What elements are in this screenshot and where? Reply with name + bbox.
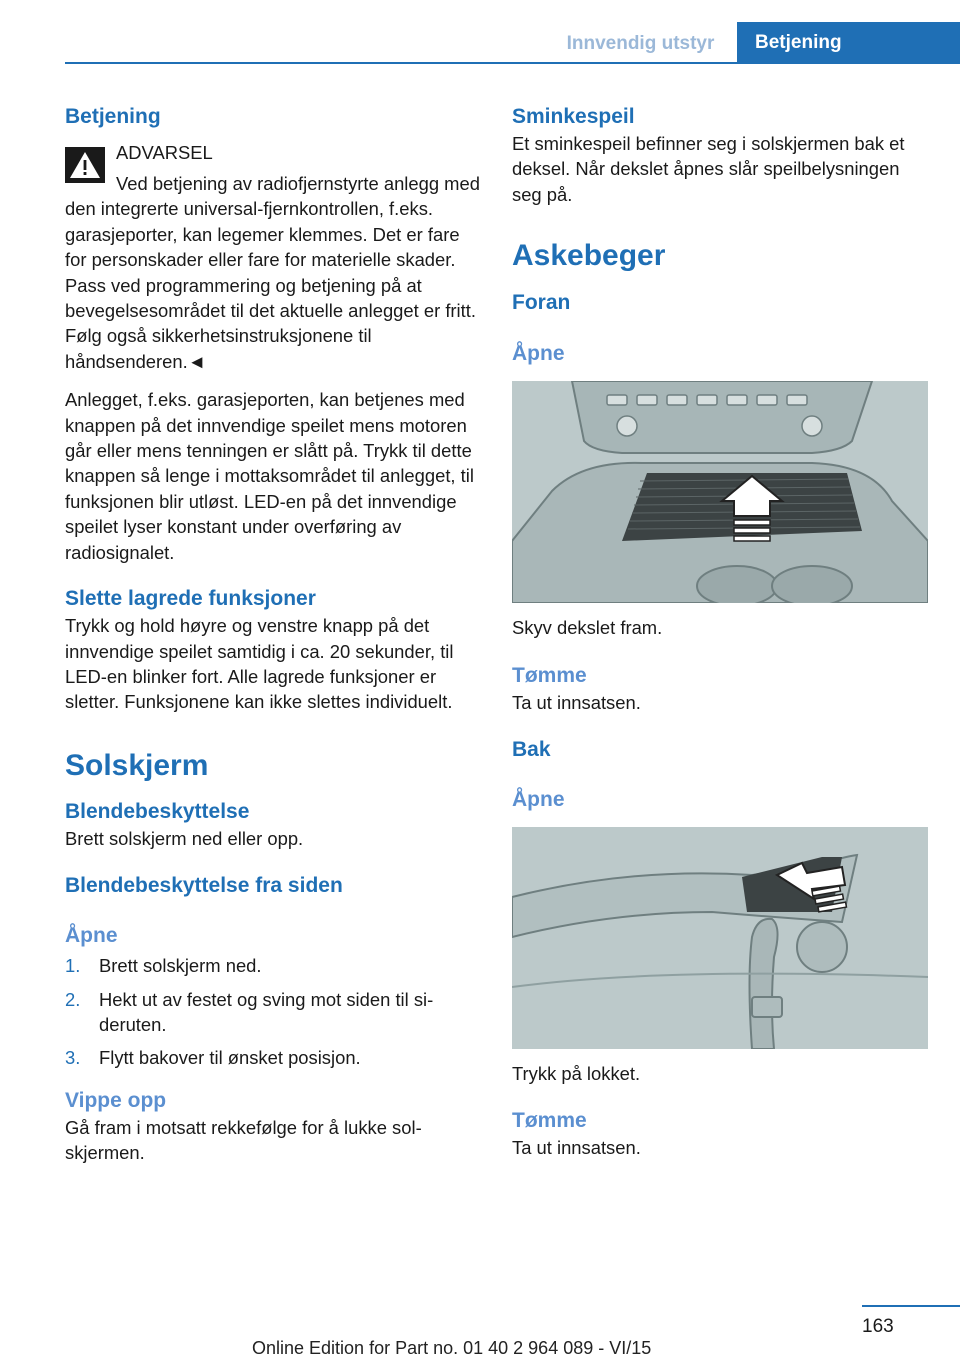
paragraph-remote: Anlegget, f.eks. garasjeporten, kan betjenes med knappen på det innvendige speilet mens motoren går eller mens tenningen er slått på. Trykk til dette knappen så lenge i mottaksområdet til anlegget, til funksjonen blir utløst. LED-en på det innvendige speilet lyser konstant under overføring av radiosignalet. (65, 389, 474, 563)
list-item: 2. Hekt ut av festet og sving mot siden til sideruten. (65, 988, 434, 1035)
bak-heading: Bak (512, 738, 551, 762)
tomme-text-front: Ta ut innsatsen. (512, 691, 641, 713)
list-item: 1. Brett solskjerm ned. (65, 955, 262, 977)
solskjerm-heading: Solskjerm (65, 748, 209, 782)
askebeger-heading: Askebeger (512, 239, 666, 273)
header-chapter-tab: Betjening (737, 22, 960, 62)
front-ashtray-illustration (512, 381, 928, 603)
apne-heading-rear: Åpne (512, 788, 565, 812)
warning-block (65, 139, 483, 167)
list-item: 3. Flytt bakover til ønsket posisjon. (65, 1047, 361, 1069)
delete-functions-heading: Slette lagrede funksjoner (65, 587, 316, 611)
warning-title: ADVARSEL (116, 142, 213, 163)
footer-rule (862, 1305, 960, 1307)
tomme-heading-front: Tømme (512, 663, 587, 687)
blende-heading: Blendebeskyttelse (65, 799, 250, 823)
vippe-text: Gå fram i motsatt rekkefølge for å lukke solskjermen. (65, 1116, 422, 1164)
steps-list (65, 953, 483, 1071)
warning-text: Ved betjening av radiofjernstyrte anlegg med den integrerte universal-fjernkontrollen, f.eks. garasjeporter, kan legemer klemmes. Det er fare for personskader eller fare for materielle skader. Pass ved programmering og betjening på at bevegelsesområdet til det aktuelle anlegget er fritt. Følg også sikkerhetsinstruksjonene til håndsenderen.◄ (65, 173, 480, 372)
apne-heading-left: Åpne (65, 924, 118, 948)
apne-heading-front: Åpne (512, 342, 565, 366)
delete-functions-text: Trykk og hold høyre og venstre knapp på det innvendige speilet samtidig i ca. 20 sekunder, til LED-en blinker fort. Alle lagrede funksjoner er sletter. Funksjonene kan ikke slettes individuelt. (65, 615, 454, 713)
front-caption: Skyv dekslet fram. (512, 617, 663, 639)
blende-text: Brett solskjerm ned eller opp. (65, 827, 304, 849)
blende-side-heading: Blendebeskyttelse fra siden (65, 874, 343, 898)
sminkespeil-heading: Sminkespeil (512, 105, 635, 128)
front-ashtray-image (512, 381, 928, 603)
rear-ashtray-illustration (512, 827, 928, 1049)
header-section-label: Innvendig utstyr (566, 33, 715, 54)
page-number: 163 (862, 1316, 894, 1337)
betjening-heading: Betjening (65, 105, 161, 128)
header-rule (65, 62, 960, 64)
tomme-heading-rear: Tømme (512, 1109, 587, 1133)
right-column (512, 100, 930, 1161)
sminkespeil-text: Et sminkespeil befinner seg i solskjermen bak et deksel. Når dekslet åpnes slår speilbelysningen seg på. (512, 133, 905, 205)
tomme-text-rear: Ta ut innsatsen. (512, 1137, 641, 1159)
warning-triangle-icon (65, 147, 105, 183)
rear-caption: Trykk på lokket. (512, 1063, 641, 1085)
edition-footer: Online Edition for Part no. 01 40 2 964 089 - VI/15 (252, 1338, 652, 1358)
rear-ashtray-image (512, 827, 928, 1049)
foran-heading: Foran (512, 291, 571, 315)
left-column (65, 100, 483, 1166)
vippe-heading: Vippe opp (65, 1088, 167, 1112)
